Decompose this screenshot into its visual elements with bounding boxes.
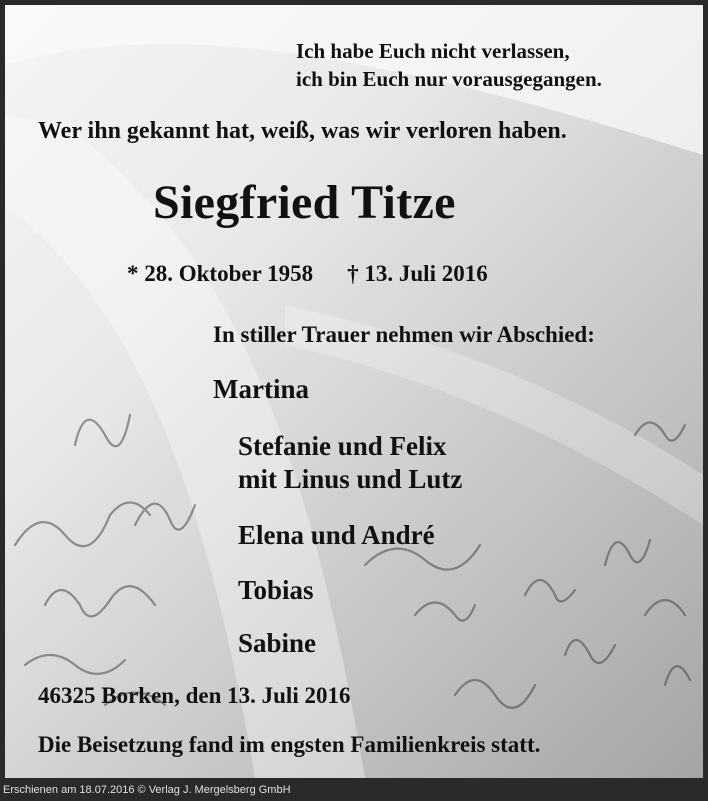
publication-footer: Erschienen am 18.07.2016 © Verlag J. Mergelsberg GmbH [3, 784, 291, 796]
place-and-date: 46325 Borken, den 13. Juli 2016 [38, 683, 351, 708]
life-dates [127, 261, 488, 287]
death-date: † 13. Juli 2016 [347, 261, 488, 286]
funeral-note: Die Beisetzung fand im engsten Familienkreis statt. [38, 732, 541, 757]
saying-text: Wer ihn gekannt hat, weiß, was wir verloren haben. [38, 118, 567, 144]
mourner-name: Tobias [238, 575, 314, 605]
birth-date: * 28. Oktober 1958 [127, 261, 314, 286]
quote-line-1: Ich habe Euch nicht verlassen, [296, 39, 570, 63]
mourner-name: Elena und André [238, 520, 435, 550]
mourner-name: mit Linus und Lutz [238, 464, 463, 494]
mourner-name: Martina [213, 374, 309, 404]
farewell-intro: In stiller Trauer nehmen wir Abschied: [213, 322, 595, 347]
deceased-name: Siegfried Titze [153, 176, 456, 229]
quote-line-2: ich bin Euch nur vorausgegangen. [296, 67, 602, 91]
mourner-name: Sabine [238, 628, 317, 658]
obituary-notice [5, 5, 703, 778]
mourner-name: Stefanie und Felix [238, 431, 447, 461]
